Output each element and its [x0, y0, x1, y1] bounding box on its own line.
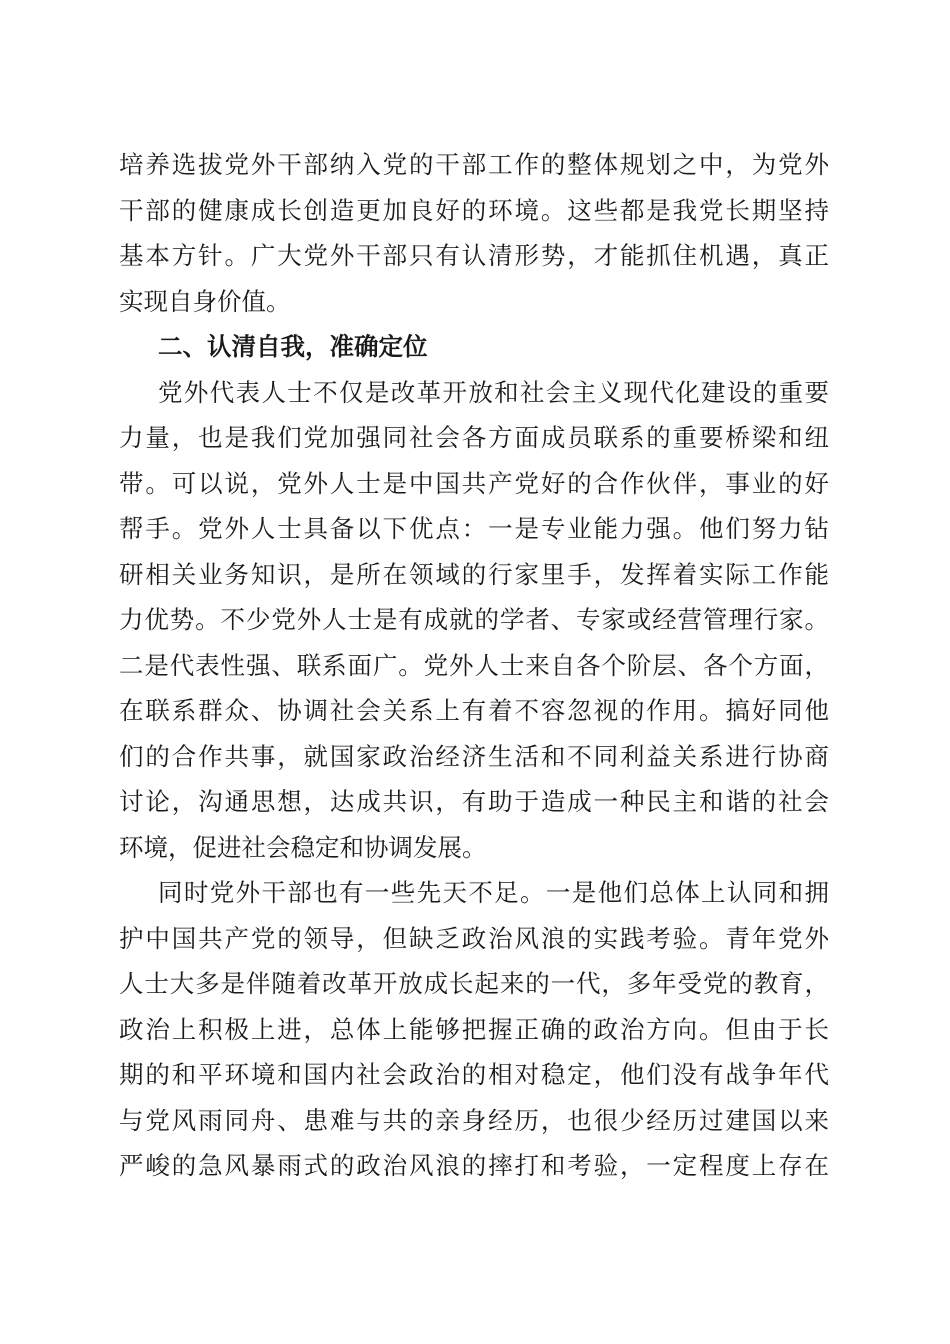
text-line: 严峻的急风暴雨式的政治风浪的摔打和考验，一定程度上存在	[119, 1151, 829, 1180]
section-heading: 二、认清自我，准确定位	[158, 332, 428, 361]
text-line: 带。可以说，党外人士是中国共产党好的合作伙伴，事业的好	[119, 468, 829, 498]
text-line: 人士大多是伴随着改革开放成长起来的一代，多年受党的教育，	[119, 969, 829, 998]
paragraph	[119, 870, 829, 1189]
text-line: 们的合作共事，就国家政治经济生活和不同利益关系进行协商	[119, 741, 829, 771]
text-line: 环境，促进社会稳定和协调发展。	[119, 832, 487, 862]
text-line: 同时党外干部也有一些先天不足。一是他们总体上认同和拥	[158, 878, 829, 907]
text-line: 讨论，沟通思想，达成共识，有助于造成一种民主和谐的社会	[119, 787, 829, 816]
text-line: 力量，也是我们党加强同社会各方面成员联系的重要桥梁和纽	[119, 423, 829, 452]
text-line: 党外代表人士不仅是改革开放和社会主义现代化建设的重要	[158, 377, 829, 407]
text-line: 基本方针。广大党外干部只有认清形势，才能抓住机遇，真正	[119, 241, 829, 270]
text-line: 实现自身价值。	[119, 286, 291, 316]
text-line: 期的和平环境和国内社会政治的相对稳定，他们没有战争年代	[119, 1060, 829, 1089]
text-line: 力优势。不少党外人士是有成就的学者、专家或经营管理行家。	[119, 605, 829, 634]
text-line: 与党风雨同舟、患难与共的亲身经历，也很少经历过建国以来	[119, 1105, 829, 1135]
text-line: 在联系群众、协调社会关系上有着不容忽视的作用。搞好同他	[119, 696, 829, 725]
text-line: 护中国共产党的领导，但缺乏政治风浪的实践考验。青年党外	[119, 923, 829, 953]
text-line: 二是代表性强、联系面广。党外人士来自各个阶层、各个方面，	[119, 650, 829, 680]
paragraph	[119, 142, 829, 324]
text-line: 培养选拔党外干部纳入党的干部工作的整体规划之中，为党外	[119, 150, 829, 179]
text-line: 政治上积极上进，总体上能够把握正确的政治方向。但由于长	[119, 1014, 829, 1044]
document-page	[119, 142, 829, 1189]
paragraph	[119, 370, 829, 871]
text-line: 研相关业务知识，是所在领域的行家里手，发挥着实际工作能	[119, 559, 829, 589]
text-line: 干部的健康成长创造更加良好的环境。这些都是我党长期坚持	[119, 195, 829, 225]
text-line: 帮手。党外人士具备以下优点：一是专业能力强。他们努力钻	[119, 514, 829, 543]
